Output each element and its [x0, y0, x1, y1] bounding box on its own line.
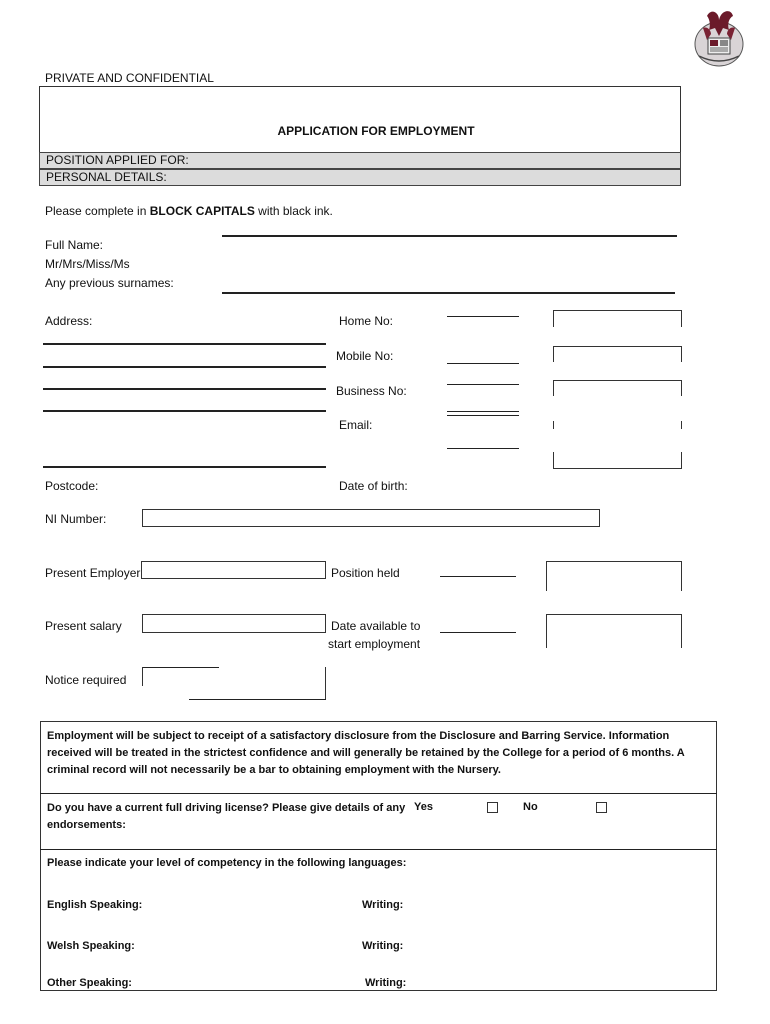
driving-question: Do you have a current full driving license? Please give details of any endorsements: [47, 802, 406, 831]
disclosure-divider [40, 793, 717, 794]
address-label: Address: [45, 314, 93, 328]
mobile-no-label: Mobile No: [336, 349, 394, 363]
present-employer-input[interactable] [141, 561, 326, 579]
instructions-suffix: with black ink. [254, 204, 333, 218]
date-available-line[interactable] [440, 632, 516, 633]
position-held-box[interactable] [546, 561, 682, 591]
business-no-box[interactable] [553, 380, 682, 396]
business-no-line[interactable] [447, 384, 519, 385]
position-applied-bar[interactable]: POSITION APPLIED FOR: [39, 152, 681, 169]
date-available-label-2: start employment [328, 637, 421, 651]
previous-surnames-label: Any previous surnames: [45, 276, 174, 290]
address-line-1[interactable] [43, 343, 326, 345]
email-box-left-tick [553, 421, 554, 429]
position-held-label: Position held [331, 566, 400, 580]
address-line-2[interactable] [43, 366, 326, 368]
notice-required-label: Notice required [45, 673, 127, 687]
home-no-label: Home No: [339, 314, 394, 328]
home-no-line[interactable] [447, 316, 519, 317]
other-writing-label: Writing: [365, 977, 407, 989]
instructions [45, 204, 333, 218]
home-no-box[interactable] [553, 310, 682, 327]
notice-left-edge [142, 667, 143, 686]
personal-details-bar: PERSONAL DETAILS: [39, 169, 681, 186]
instructions-prefix: Please complete in [45, 204, 150, 218]
notice-right-edge [325, 667, 326, 699]
date-available-box[interactable] [546, 614, 682, 648]
ni-number-input[interactable] [142, 509, 600, 527]
business-no-label: Business No: [336, 384, 407, 398]
welsh-writing-label: Writing: [362, 940, 404, 952]
disclosure-text: Employment will be subject to receipt of a satisfactory disclosure from the Disclosure and Barring Service. Information received will be treated in the strictest confidence and will generally be retained by the College for a period of 6 months. A criminal record will not necessarily be a bar to obtaining employment with the Nursery. [47, 730, 685, 776]
full-name-line[interactable] [222, 235, 677, 237]
page-title: APPLICATION FOR EMPLOYMENT [277, 124, 475, 138]
present-salary-label: Present salary [45, 619, 122, 633]
mobile-no-box[interactable] [553, 346, 682, 362]
notice-top-line [142, 667, 219, 668]
welsh-speaking-label: Welsh Speaking: [47, 940, 135, 952]
english-writing-label: Writing: [362, 899, 404, 911]
full-name-label: Full Name: [45, 238, 104, 252]
email-line-c[interactable] [447, 448, 519, 449]
driving-no-checkbox[interactable] [596, 802, 607, 813]
date-available-label-1: Date available to [331, 619, 421, 633]
other-speaking-label: Other Speaking: [47, 977, 132, 989]
email-box-right-tick [681, 421, 682, 429]
postcode-label: Postcode: [45, 479, 99, 493]
dob-label: Date of birth: [339, 479, 408, 493]
email-box[interactable] [553, 452, 682, 469]
address-line-4[interactable] [43, 410, 326, 412]
title-options-label: Mr/Mrs/Miss/Ms [45, 257, 130, 271]
driving-yes-label: Yes [414, 801, 433, 813]
email-line-a[interactable] [447, 411, 519, 412]
notice-required-input[interactable] [189, 699, 326, 700]
languages-intro: Please indicate your level of competency in the following languages: [47, 857, 407, 869]
email-label: Email: [339, 418, 373, 432]
confidential-label: PRIVATE AND CONFIDENTIAL [45, 71, 214, 85]
previous-surnames-line[interactable] [222, 292, 675, 294]
mobile-no-line[interactable] [447, 363, 519, 364]
english-speaking-label: English Speaking: [47, 899, 143, 911]
email-line-b[interactable] [447, 415, 519, 416]
address-line-3[interactable] [43, 388, 326, 390]
present-employer-label: Present Employer [45, 566, 141, 580]
driving-no-label: No [523, 801, 538, 813]
address-line-5[interactable] [43, 466, 326, 468]
position-held-line[interactable] [440, 576, 516, 577]
college-crest-logo [693, 6, 745, 68]
driving-yes-checkbox[interactable] [487, 802, 498, 813]
driving-divider [40, 849, 717, 850]
ni-number-label: NI Number: [45, 512, 107, 526]
present-salary-input[interactable] [142, 614, 326, 633]
instructions-bold: BLOCK CAPITALS [149, 204, 255, 218]
